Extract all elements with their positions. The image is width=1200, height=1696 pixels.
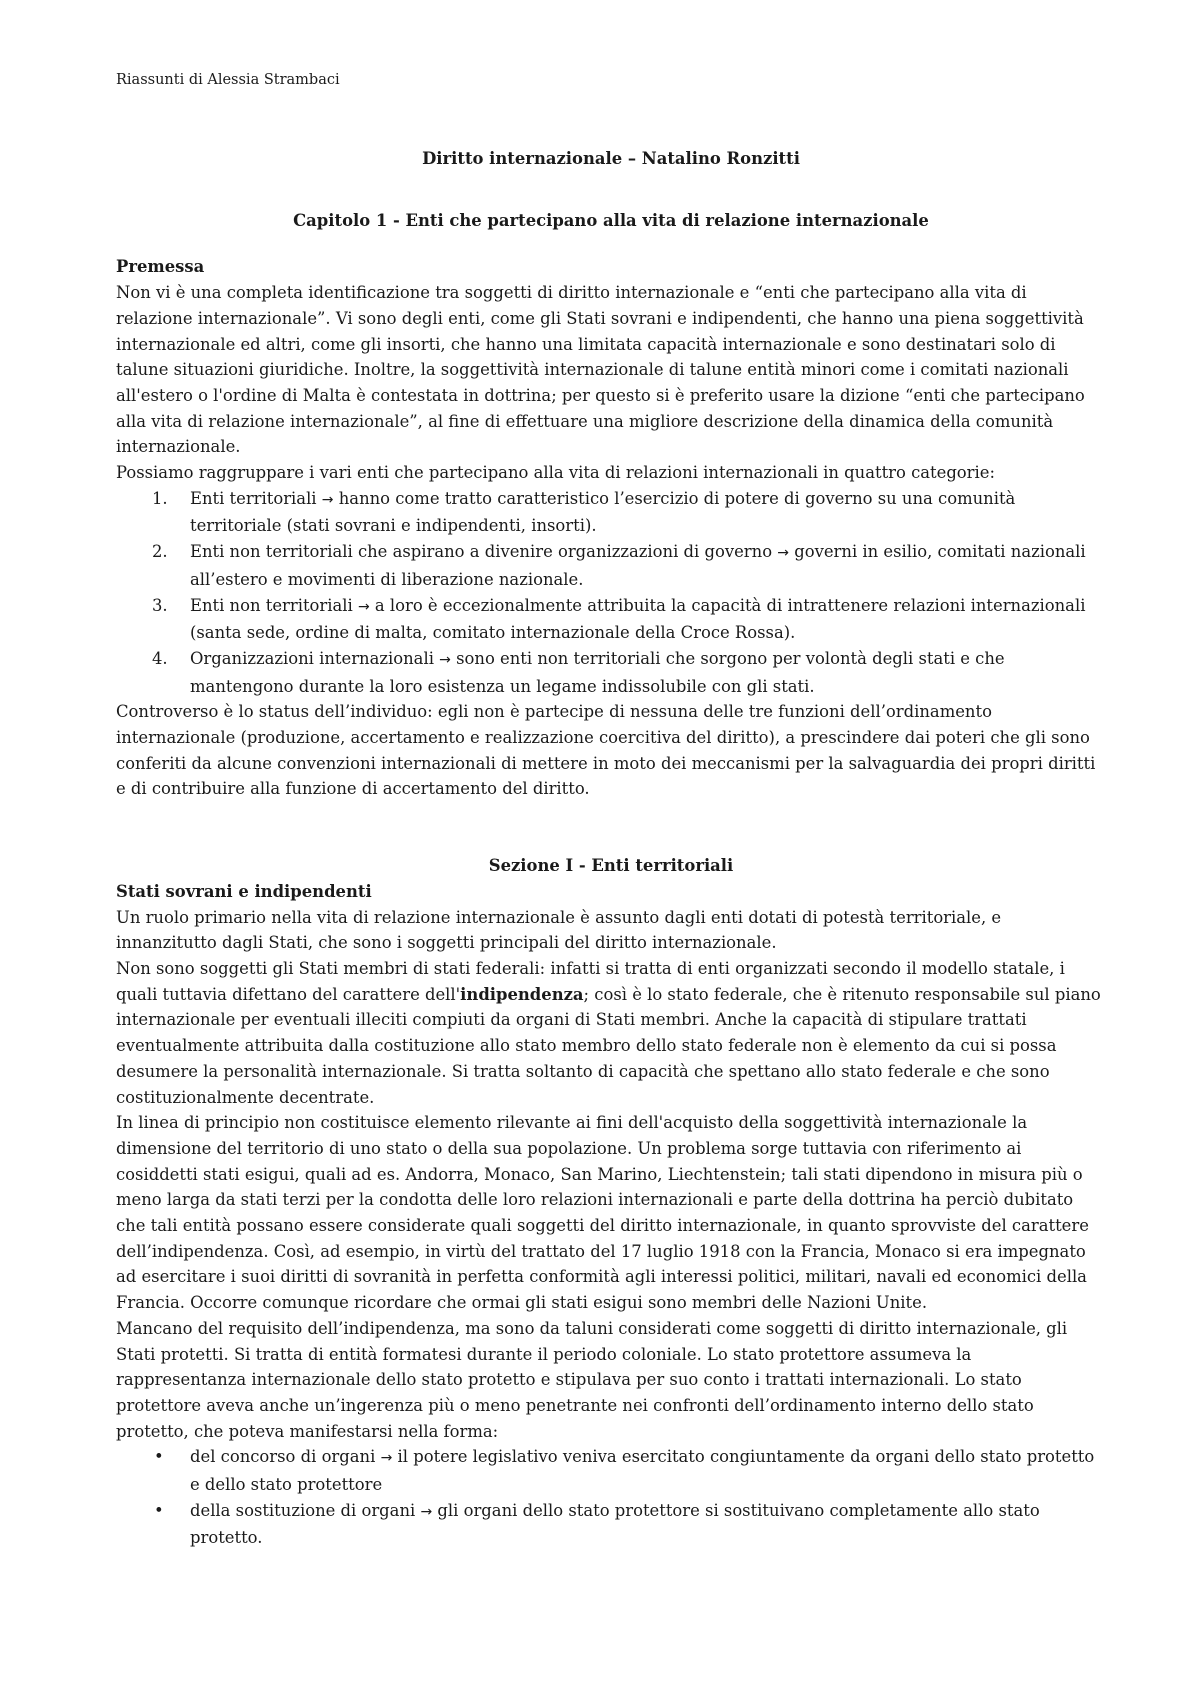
- list-term: della sostituzione di organi: [190, 1500, 416, 1520]
- stati-paragraph-4: Mancano del requisito dell’indipendenza, ma sono da taluni considerati come soggetti di diritto internazionale, gli Stati protetti. Si tratta di entità formatesi durante il periodo coloniale. Lo stato protettore assumeva la rappresentanza internazionale dello stato protetto e stipulava per suo conto i trattati internazionali. Lo stato protettore aveva anche un’ingerenza più o meno penetrante nei confronti dell’ordinamento interno dello stato protetto, che poteva manifestarsi nella forma:: [116, 1318, 1068, 1441]
- list-term: Enti non territoriali che aspirano a divenire organizzazioni di governo: [190, 542, 773, 562]
- bullet-icon: •: [154, 1500, 164, 1520]
- list-text: a loro è eccezionalmente attribuita la capacità di intrattenere relazioni internazionali (santa sede, ordine di malta, comitato internazionale della Croce Rossa).: [190, 595, 1086, 643]
- list-text: governi in esilio, comitati nazionali all’estero e movimenti di liberazione nazionale.: [190, 542, 1086, 589]
- stati-paragraph-1: Un ruolo primario nella vita di relazione internazionale è assunto dagli enti dotati di potestà territoriale, e innanzitutto dagli Stati, che sono i soggetti principali del diritto internazionale.: [116, 907, 1002, 953]
- premessa-paragraph-3: Controverso è lo status dell’individuo: egli non è partecipe di nessuna delle tre funzioni dell’ordinamento internazionale (produzione, accertamento e realizzazione coercitiva del diritto), a prescindere dai poteri che gli sono conferiti da alcune convenzioni internazionali di mettere in moto dei meccanismi per la salvaguardia dei propri diritti e di contribuire alla funzione di accertamento del diritto.: [116, 702, 1096, 799]
- categories-list: [116, 486, 1106, 700]
- list-number: 1.: [152, 488, 168, 508]
- list-item: [116, 593, 1106, 646]
- list-text: gli organi dello stato protettore si sostituivano completamente allo stato protetto.: [190, 1500, 1040, 1548]
- text-run: Non sono soggetti gli Stati membri di stati federali: infatti si tratta di enti organizzati secondo il modello statale, i quali tuttavia difettano del carattere dell': [116, 958, 1065, 1004]
- arrow-icon: →: [439, 651, 451, 668]
- list-item: [116, 539, 1106, 592]
- list-number: 4.: [152, 648, 168, 668]
- section-title: Sezione I - Enti territoriali: [488, 856, 734, 876]
- premessa-paragraph-1: Non vi è una completa identificazione tra soggetti di diritto internazionale e “enti che partecipano alla vita di relazione internazionale”. Vi sono degli enti, come gli Stati sovrani e indipendenti, che hanno una piena soggettività internazionale ed altri, come gli insorti, che hanno una limitata capacità internazionale e sono destinatari solo di talune situazioni giuridiche. Inoltre, la soggettività internazionale di talune entità minori come i comitati nazionali all'estero o l'ordine di Malta è contestata in dottrina; per questo si è preferito usare la dizione “enti che partecipano alla vita di relazione internazionale”, al fine di effettuare una migliore descrizione della dinamica della comunità internazionale.: [116, 283, 1085, 457]
- document-body: [116, 146, 1106, 1551]
- section-spacer: [116, 802, 1106, 853]
- stati-heading: Stati sovrani e indipendenti: [116, 881, 372, 901]
- list-text: hanno come tratto caratteristico l’esercizio di potere di governo su una comunità territoriale (stati sovrani e indipendenti, insorti).: [190, 488, 1016, 536]
- list-term: Enti territoriali: [190, 488, 317, 508]
- bullet-list: [116, 1444, 1106, 1551]
- list-term: Enti non territoriali: [190, 595, 353, 615]
- arrow-icon: →: [777, 545, 790, 562]
- text-run: ; così è lo stato federale, che è ritenuto responsabile sul piano internazionale per eventuali illeciti compiuti da organi di Stati membri. Anche la capacità di stipulare trattati eventualmente attribuita dalla costituzione allo stato membro dello stato federale non è elemento da cui si possa desumere la personalità internazionale. Si tratta soltanto di capacità che spettano allo stato federale e che sono costituzionalmente decentrate.: [116, 984, 1101, 1107]
- list-term: Organizzazioni internazionali: [190, 648, 434, 668]
- arrow-icon: →: [357, 598, 370, 615]
- premessa-heading: Premessa: [116, 257, 205, 277]
- list-number: 2.: [152, 542, 168, 562]
- list-item: [116, 1498, 1106, 1551]
- stati-paragraph-3: In linea di principio non costituisce elemento rilevante ai fini dell'acquisto della soggettività internazionale la dimensione del territorio di uno stato o della sua popolazione. Un problema sorge tuttavia con riferimento ai cosiddetti stati esigui, quali ad es. Andorra, Monaco, San Marino, Liechtenstein; tali stati dipendono in misura più o meno larga da stati terzi per la condotta delle loro relazioni internazionali e parte della dottrina ha perciò dubitato che tali entità possano essere considerate quali soggetti del diritto internazionale, in quanto sprovviste del carattere dell’indipendenza. Così, ad esempio, in virtù del trattato del 17 luglio 1918 con la Francia, Monaco si era impegnato ad esercitare i suoi diritti di sovranità in perfetta conformità agli interessi politici, militari, navali ed economici della Francia. Occorre comunque ricordare che ormai gli stati esigui sono membri delle Nazioni Unite.: [116, 1113, 1089, 1313]
- list-term: del concorso di organi: [190, 1447, 376, 1467]
- list-item: [116, 486, 1106, 539]
- arrow-icon: →: [380, 1450, 393, 1467]
- list-item: [116, 646, 1106, 699]
- bold-term: indipendenza: [460, 984, 584, 1004]
- stati-paragraph-2: [116, 956, 1106, 1110]
- bullet-icon: •: [154, 1447, 164, 1467]
- arrow-icon: →: [321, 491, 334, 508]
- list-number: 3.: [152, 595, 168, 615]
- premessa-paragraph-2: Possiamo raggruppare i vari enti che partecipano alla vita di relazioni internazionali in quattro categorie:: [116, 463, 995, 483]
- chapter-title: Capitolo 1 - Enti che partecipano alla vita di relazione internazionale: [293, 210, 929, 230]
- list-item: [116, 1444, 1106, 1497]
- list-text: sono enti non territoriali che sorgono per volontà degli stati e che mantengono durante la loro esistenza un legame indissolubile con gli stati.: [190, 648, 1005, 696]
- arrow-icon: →: [420, 1503, 433, 1520]
- document-title: Diritto internazionale – Natalino Ronzitti: [422, 149, 800, 168]
- page-header: Riassunti di Alessia Strambaci: [116, 72, 340, 88]
- list-text: il potere legislativo veniva esercitato congiuntamente da organi dello stato protetto e dello stato protettore: [190, 1447, 1095, 1495]
